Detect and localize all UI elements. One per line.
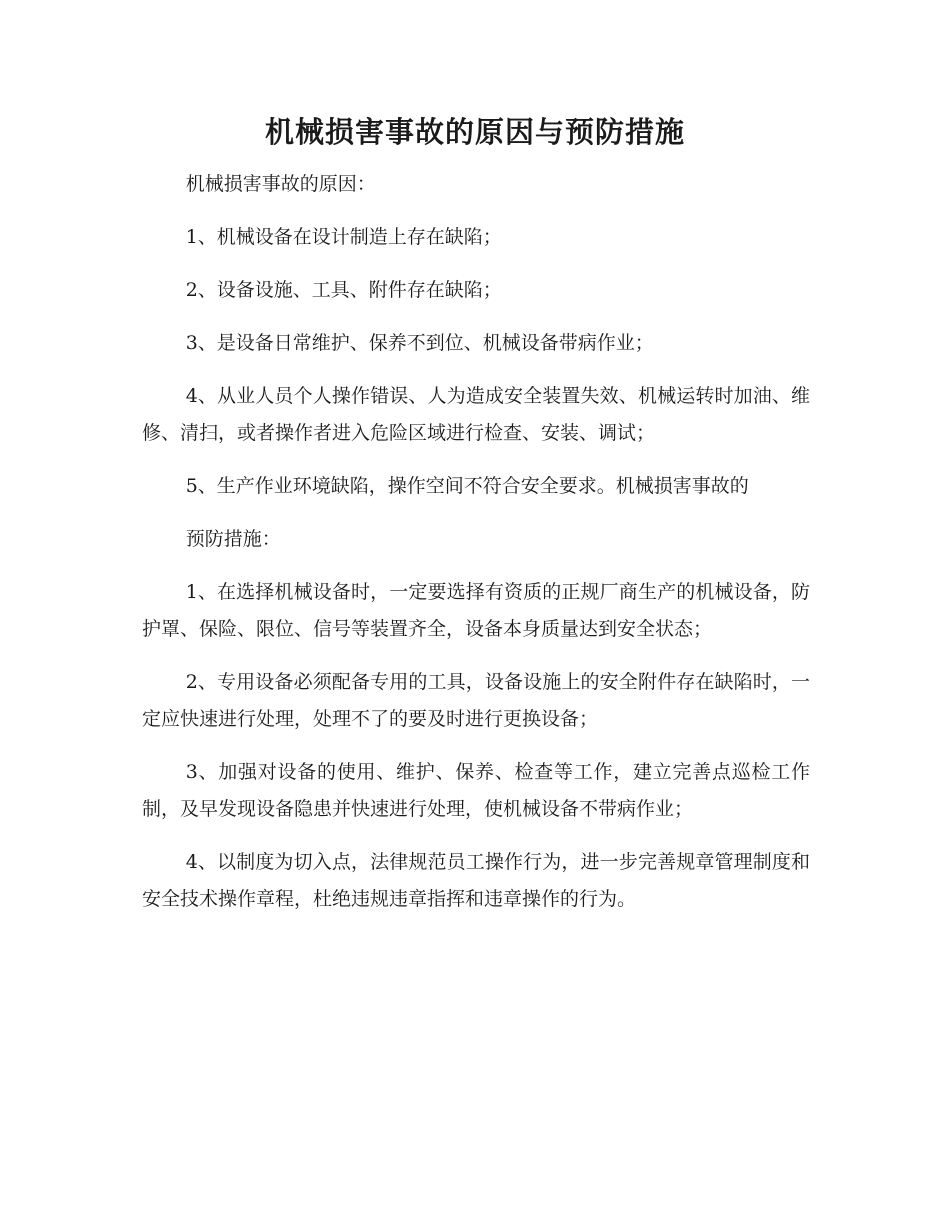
document-body	[142, 166, 810, 934]
paragraph-prevention-1: 1、在选择机械设备时，一定要选择有资质的正规厂商生产的机械设备，防护罩、保险、限位、信号等装置齐全，设备本身质量达到安全状态；	[142, 581, 810, 640]
paragraph-cause-4: 4、从业人员个人操作错误、人为造成安全装置失效、机械运转时加油、维修、清扫，或者操作者进入危险区域进行检查、安装、调试；	[142, 385, 810, 444]
section-heading-prevention: 预防措施：	[185, 528, 281, 550]
section-heading-causes: 机械损害事故的原因：	[185, 173, 376, 195]
paragraph-cause-2: 2、设备设施、工具、附件存在缺陷；	[185, 279, 502, 301]
paragraph-prevention-4: 4、以制度为切入点，法律规范员工操作行为，进一步完善规章管理制度和安全技术操作章程，杜绝违规违章指挥和违章操作的行为。	[142, 851, 810, 910]
paragraph-prevention-2: 2、专用设备必须配备专用的工具，设备设施上的安全附件存在缺陷时，一定应快速进行处理，处理不了的要及时进行更换设备；	[142, 671, 810, 730]
paragraph-prevention-3: 3、加强对设备的使用、维护、保养、检查等工作，建立完善点巡检工作制，及早发现设备隐患并快速进行处理，使机械设备不带病作业；	[142, 761, 810, 820]
paragraph-cause-5: 5、生产作业环境缺陷，操作空间不符合安全要求。机械损害事故的	[185, 475, 749, 497]
paragraph-cause-3: 3、是设备日常维护、保养不到位、机械设备带病作业；	[185, 332, 654, 354]
paragraph-cause-1: 1、机械设备在设计制造上存在缺陷；	[185, 226, 502, 248]
document-title: 机械损害事故的原因与预防措施	[264, 115, 685, 149]
